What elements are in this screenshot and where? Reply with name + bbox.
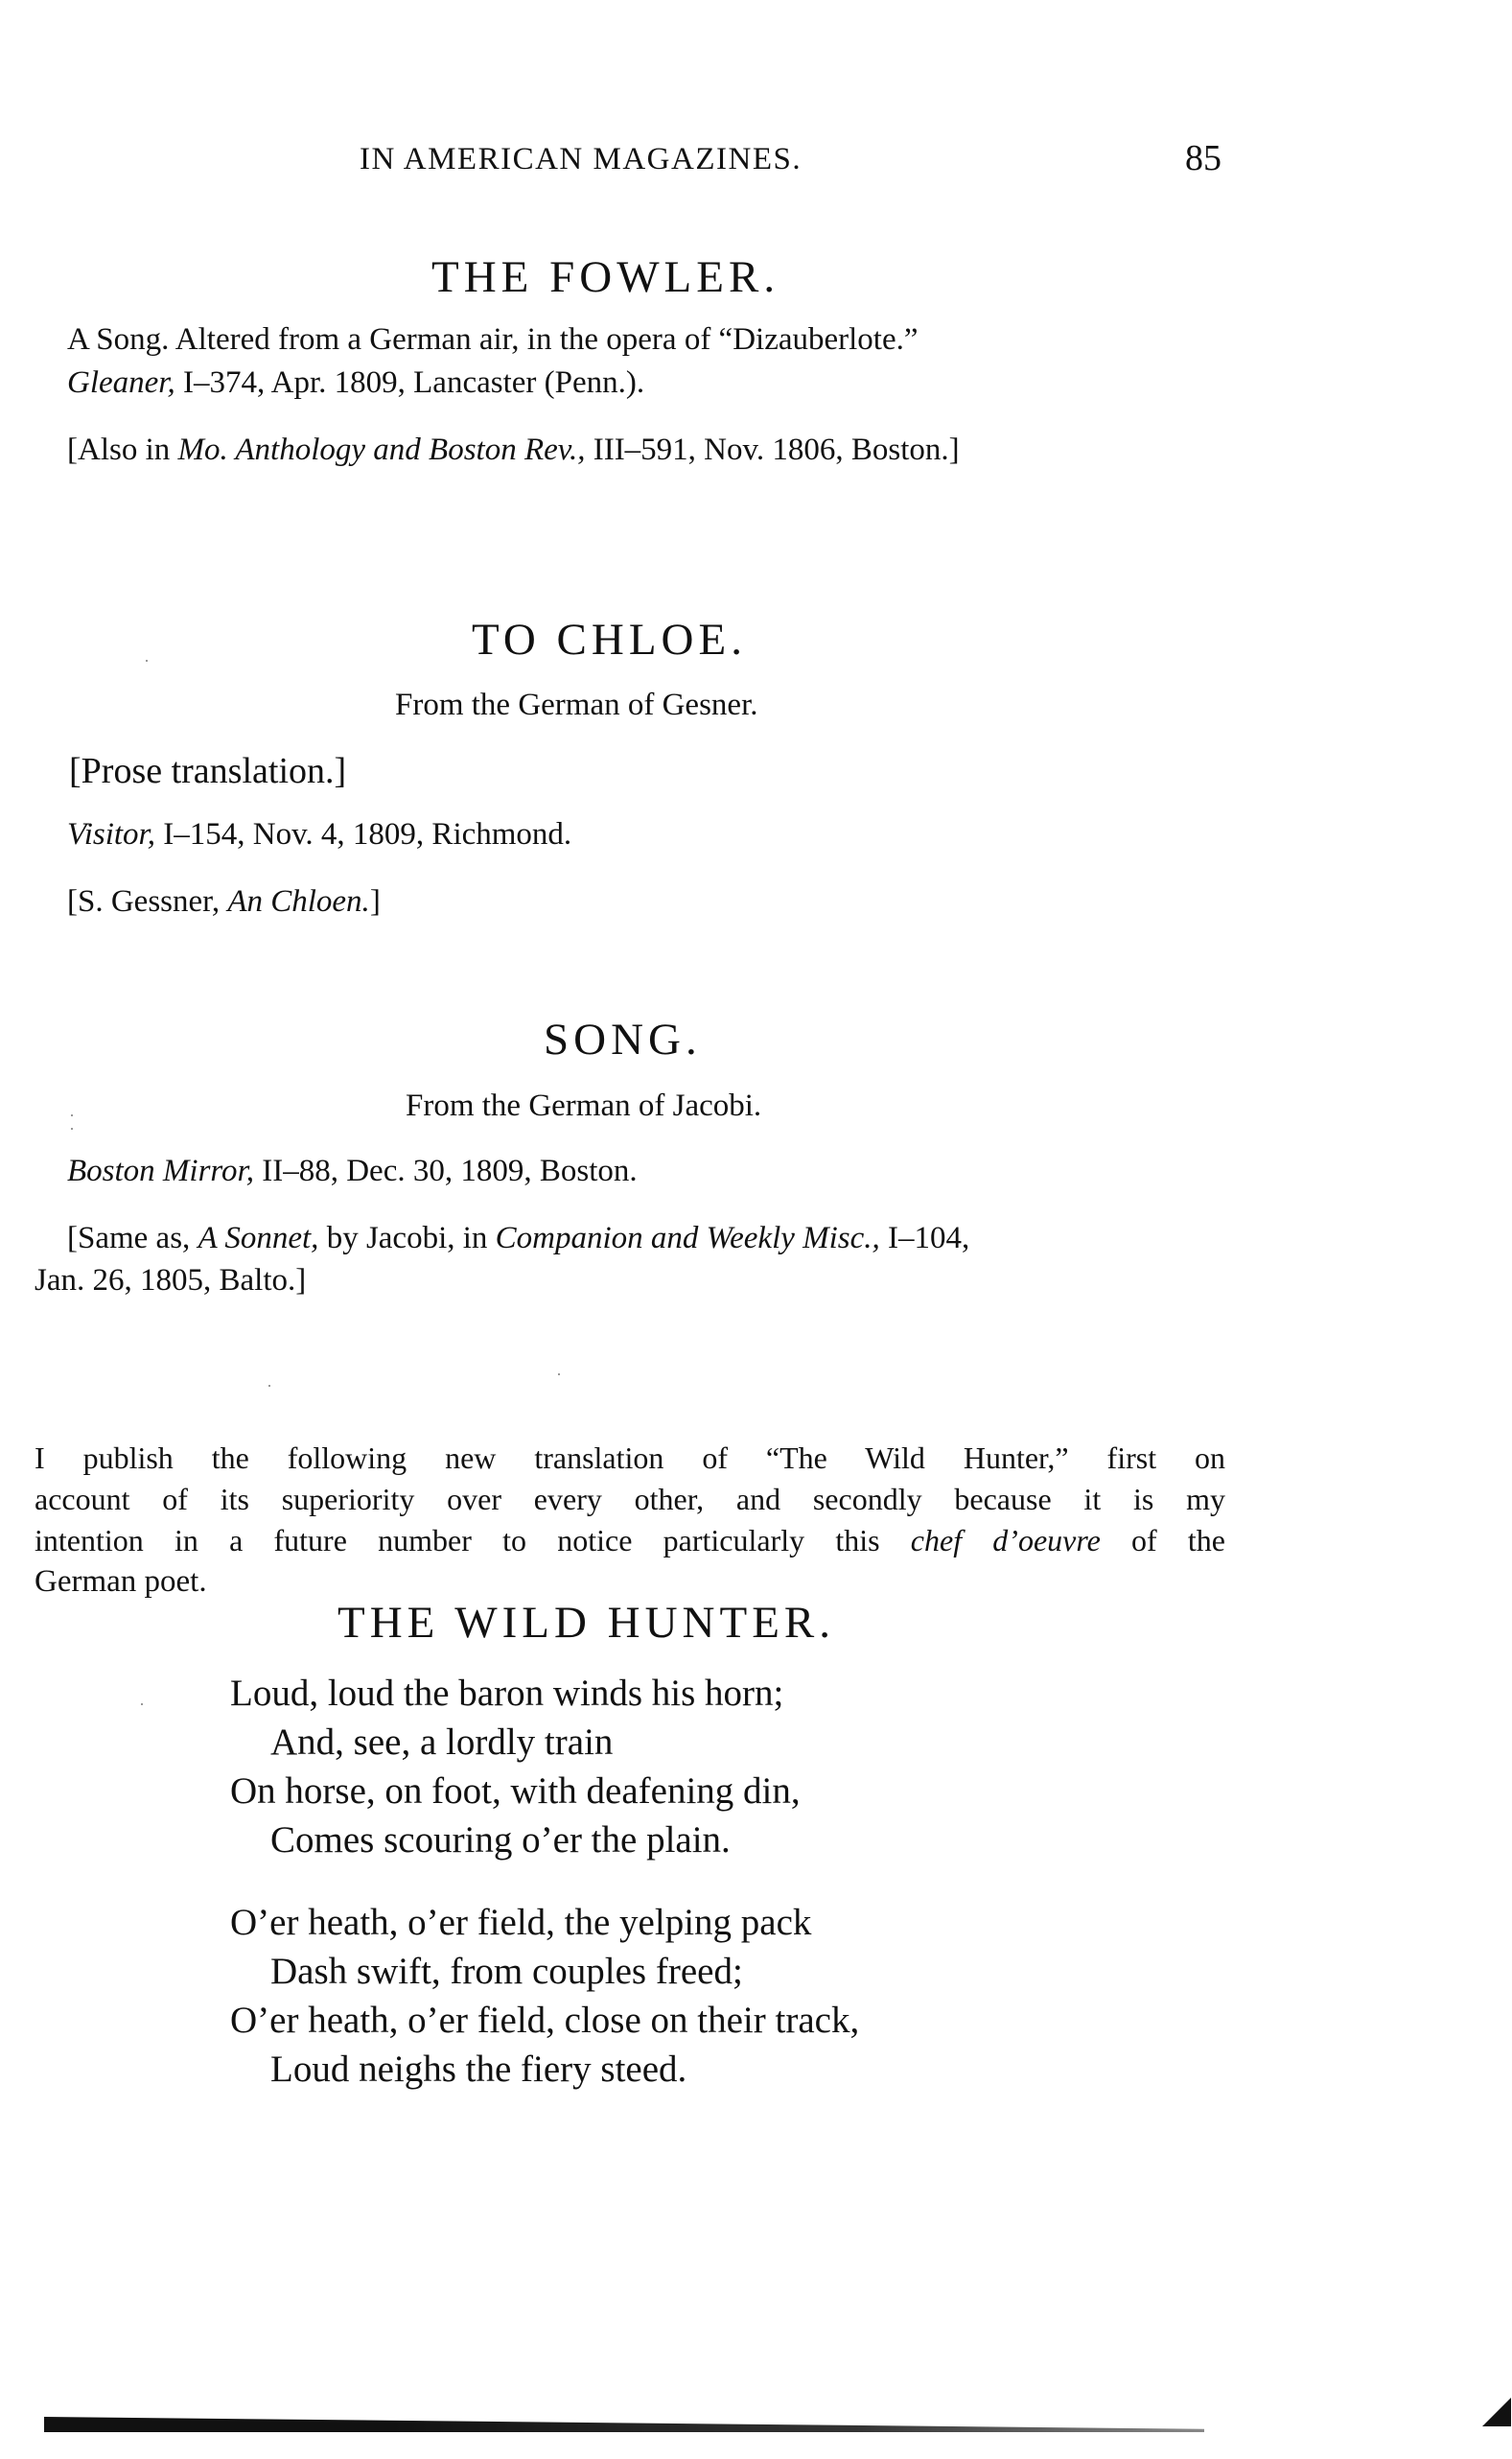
fowler-line-1: A Song. Altered from a German air, in the opera of “Dizauberlote.” [67, 322, 919, 357]
fowler-source: Gleaner, [67, 365, 175, 400]
song-note-mid: by Jacobi, in [318, 1221, 496, 1255]
verse-line: And, see, a lordly train [270, 1721, 614, 1763]
chloe-subtitle: From the German of Gesner. [395, 688, 758, 722]
verse-line: O’er heath, o’er field, close on their track, [230, 2000, 860, 2041]
bottom-rule [44, 2417, 1204, 2432]
song-note-details: I–104, [879, 1221, 970, 1255]
chloe-ref-close: ] [369, 884, 381, 919]
chloe-source-details: I–154, Nov. 4, 1809, Richmond. [155, 817, 572, 852]
fowler-note-source: Mo. Anthology and Boston Rev., [177, 433, 586, 467]
song-note-line-2: Jan. 26, 1805, Balto.] [35, 1263, 307, 1298]
corner-mark [1482, 2398, 1511, 2426]
running-head: IN AMERICAN MAGAZINES. [360, 142, 803, 176]
intro-line-3 [35, 1523, 1225, 1558]
chloe-title: TO CHLOE. [472, 615, 747, 665]
intro-line-1: I publish the following new translation of “The Wild Hunter,” first on [35, 1440, 1225, 1475]
scan-speck [558, 1373, 560, 1375]
chloe-ref-title: An Chloen. [227, 884, 370, 919]
intro-line-4: German poet. [35, 1564, 207, 1599]
fowler-line-2 [67, 365, 644, 401]
chloe-ref-open: [S. Gessner, [67, 884, 228, 919]
scan-speck [71, 1128, 73, 1130]
chloe-note: [Prose translation.] [69, 751, 347, 791]
chloe-source: Visitor, [67, 817, 155, 852]
scan-speck [268, 1385, 270, 1387]
song-subtitle: From the German of Jacobi. [406, 1089, 762, 1123]
fowler-note-open: [Also in [67, 433, 178, 467]
intro-italic-phrase: chef d’oeuvre [910, 1523, 1101, 1557]
verse-line: Comes scouring o’er the plain. [270, 1819, 731, 1861]
verse-line: O’er heath, o’er field, the yelping pack [230, 1902, 812, 1943]
intro-line-2: account of its superiority over every other, and secondly because it is my [35, 1482, 1225, 1516]
chloe-source-line [67, 817, 571, 853]
verse-line: On horse, on foot, with deafening din, [230, 1770, 801, 1812]
song-note-line-1 [67, 1221, 969, 1256]
song-note-title: A Sonnet, [198, 1221, 319, 1255]
scan-speck [146, 660, 148, 662]
verse-line: Dash swift, from couples freed; [270, 1951, 743, 1992]
scan-speck [141, 1703, 143, 1705]
fowler-note-details: III–591, Nov. 1806, Boston.] [585, 433, 960, 467]
song-source: Boston Mirror, [67, 1154, 254, 1188]
fowler-title: THE FOWLER. [431, 252, 780, 302]
song-source-line [67, 1154, 638, 1189]
song-title: SONG. [544, 1015, 702, 1065]
fowler-source-details: I–374, Apr. 1809, Lancaster (Penn.). [174, 365, 645, 400]
wild-hunter-title: THE WILD HUNTER. [337, 1598, 836, 1648]
chloe-reference [67, 884, 381, 920]
intro-line-3-start: intention in a future number to notice particularly this [35, 1523, 911, 1557]
scan-speck [71, 1114, 73, 1116]
song-note-open: [Same as, [67, 1221, 198, 1255]
fowler-note [67, 433, 960, 468]
page-number: 85 [1185, 138, 1221, 178]
verse-line: Loud neighs the fiery steed. [270, 2049, 687, 2090]
song-source-details: II–88, Dec. 30, 1809, Boston. [253, 1154, 638, 1188]
verse-line: Loud, loud the baron winds his horn; [230, 1673, 784, 1714]
song-note-source: Companion and Weekly Misc., [495, 1221, 880, 1255]
intro-line-3-end: of the [1100, 1523, 1226, 1557]
